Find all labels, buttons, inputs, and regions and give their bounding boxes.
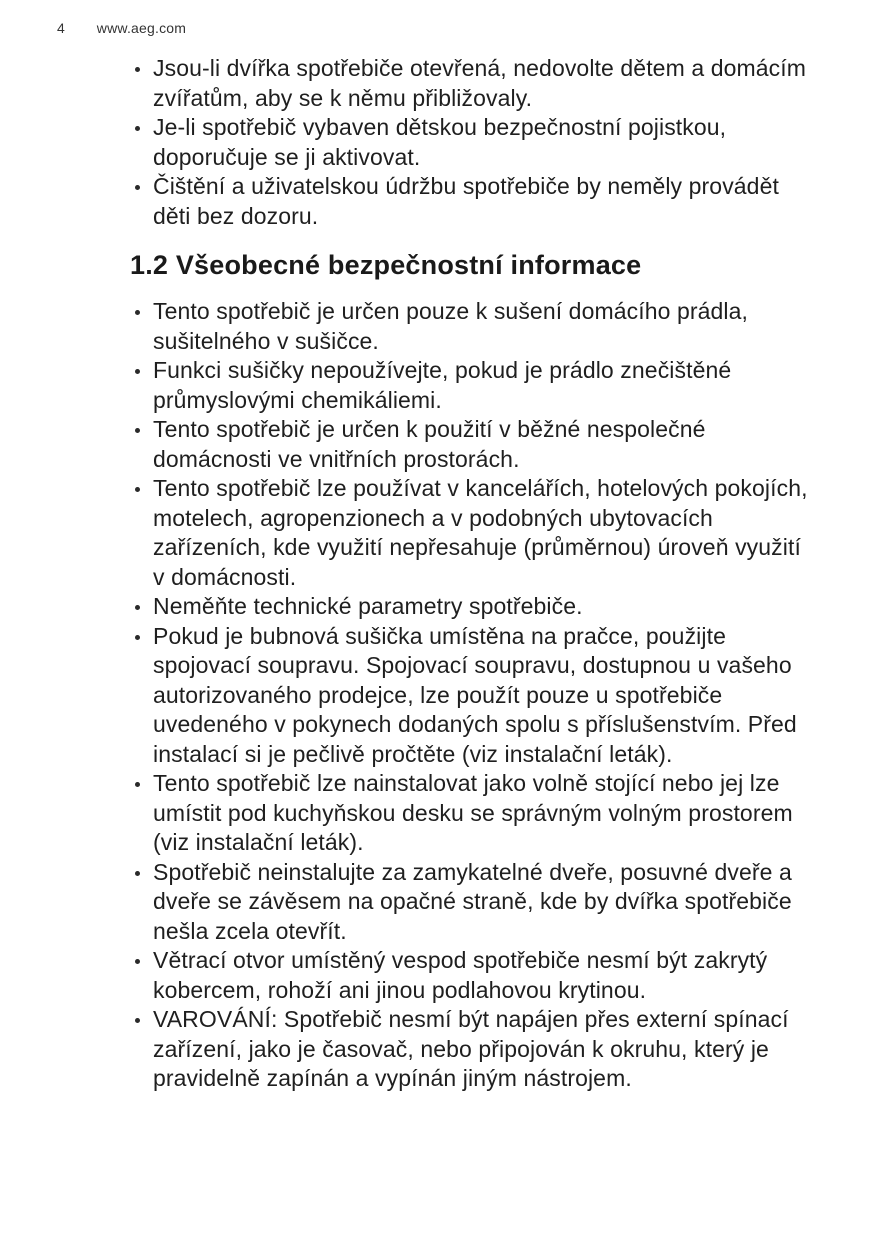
bullet-text: Čištění a uživatelskou údržbu spotřebiče by neměly provádět děti bez dozoru. bbox=[153, 173, 779, 229]
safety-intro-bullet-list bbox=[130, 54, 812, 231]
list-item bbox=[130, 356, 812, 415]
page-header bbox=[57, 19, 186, 37]
list-item bbox=[130, 622, 812, 770]
list-item bbox=[130, 769, 812, 858]
bullet-text: Pokud je bubnová sušička umístěna na pračce, použijte spojovací soupravu. Spojovací soupravu, dostupnou u vašeho autorizovaného prodejce, lze použít pouze u spotřebiče uvedeného v pokynech dodaných spolu s příslušenstvím. Před instalací si je pečlivě pročtěte (viz instalační leták). bbox=[153, 622, 797, 767]
list-item bbox=[130, 946, 812, 1005]
bullet-text: Neměňte technické parametry spotřebiče. bbox=[153, 593, 583, 619]
list-item bbox=[130, 592, 812, 622]
bullet-text: Jsou-li dvířka spotřebiče otevřená, nedovolte dětem a domácím zvířatům, aby se k němu přibližovaly. bbox=[153, 55, 806, 111]
bullet-text: VAROVÁNÍ: Spotřebič nesmí být napájen přes externí spínací zařízení, jako je časovač, nebo připojován k okruhu, který je pravidelně zapínán a vypínán jiným nástrojem. bbox=[153, 1006, 789, 1091]
list-item bbox=[130, 172, 812, 231]
list-item bbox=[130, 54, 812, 113]
list-item bbox=[130, 474, 812, 592]
bullet-text: Funkci sušičky nepoužívejte, pokud je prádlo znečištěné průmyslovými chemikáliemi. bbox=[153, 357, 732, 413]
list-item bbox=[130, 858, 812, 947]
list-item bbox=[130, 297, 812, 356]
bullet-text: Tento spotřebič lze nainstalovat jako volně stojící nebo jej lze umístit pod kuchyňskou desku se správným volným prostorem (viz instalační leták). bbox=[153, 770, 793, 855]
bullet-text: Spotřebič neinstalujte za zamykatelné dveře, posuvné dveře a dveře se závěsem na opačné straně, kde by dvířka spotřebiče nešla zcela otevřít. bbox=[153, 858, 792, 944]
bullet-text: Je-li spotřebič vybaven dětskou bezpečnostní pojistkou, doporučuje se ji aktivovat. bbox=[153, 114, 727, 170]
section-heading: 1.2 Všeobecné bezpečnostní informace bbox=[130, 250, 642, 280]
list-item bbox=[130, 415, 812, 474]
list-item bbox=[130, 113, 812, 172]
bullet-text: Větrací otvor umístěný vespod spotřebiče nesmí být zakrytý kobercem, rohoží ani jinou podlahovou krytinou. bbox=[153, 947, 768, 1003]
bullet-text: Tento spotřebič je určen k použití v běžné nespolečné domácnosti ve vnitřních prostorách. bbox=[153, 416, 706, 472]
page-number: 4 bbox=[57, 20, 65, 36]
bullet-text: Tento spotřebič je určen pouze k sušení domácího prádla, sušitelného v sušičce. bbox=[153, 298, 749, 354]
website-url: www.aeg.com bbox=[96, 20, 187, 36]
general-safety-bullet-list bbox=[130, 297, 812, 1094]
bullet-text: Tento spotřebič lze používat v kancelářích, hotelových pokojích, motelech, agropenzionech a v podobných ubytovacích zařízeních, kde využití nepřesahuje (průměrnou) úroveň využití v domácnosti. bbox=[153, 475, 808, 590]
page-content bbox=[130, 54, 812, 1094]
list-item bbox=[130, 1005, 812, 1094]
